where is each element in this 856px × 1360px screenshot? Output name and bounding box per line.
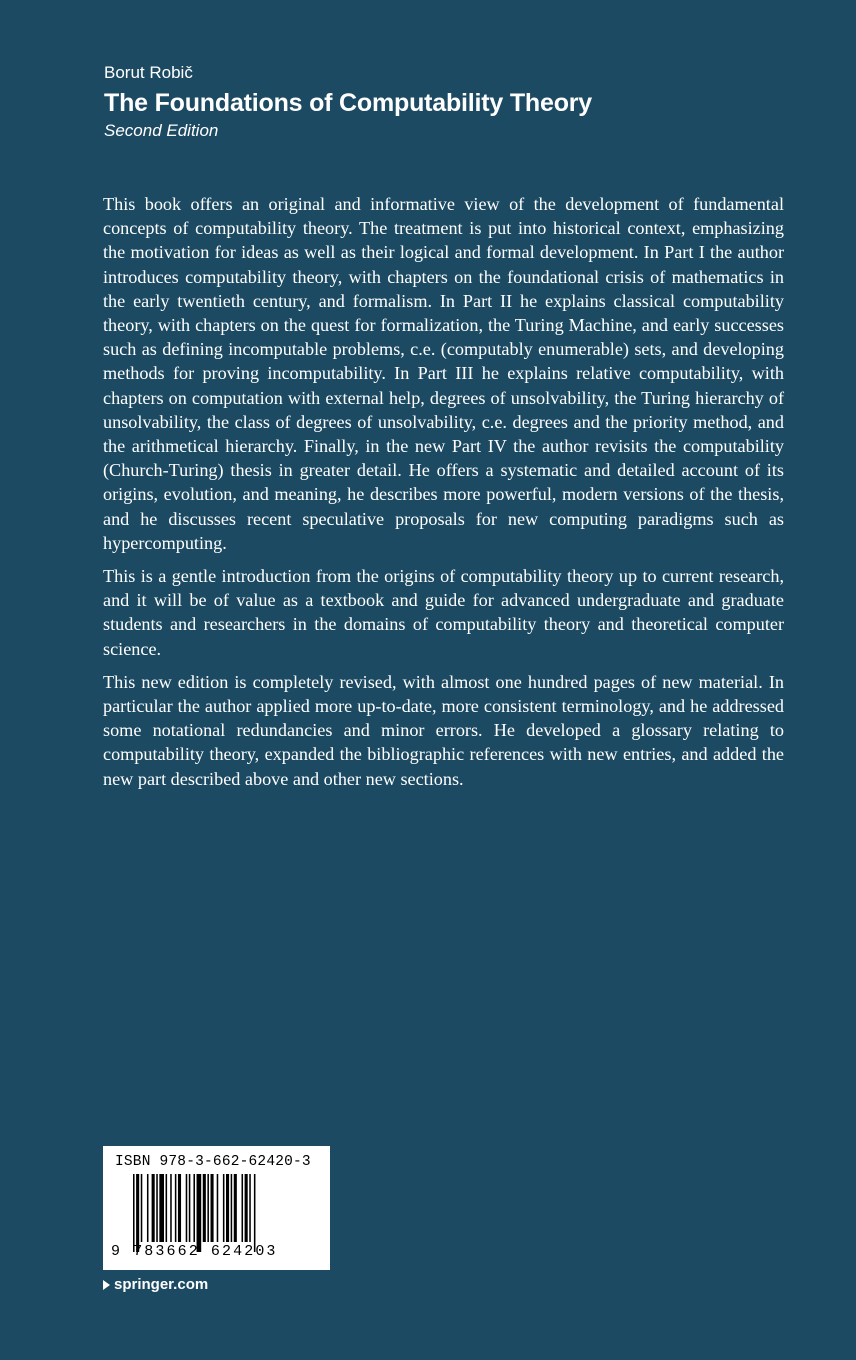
arrow-right-icon bbox=[103, 1280, 110, 1290]
description-paragraph-2: This is a gentle introduction from the origins of computability theory up to current research, and it will be of value as a textbook and guide for advanced undergraduate and graduate students and researchers in the domains of computability theory and theoretical computer science. bbox=[103, 566, 784, 659]
isbn-barcode bbox=[103, 1146, 330, 1270]
barcode-bars bbox=[133, 1174, 319, 1252]
publisher-link[interactable] bbox=[103, 1276, 208, 1293]
description-paragraph-3: This new edition is completely revised, with almost one hundred pages of new material. In particular the author applied more up-to-date, more consistent terminology, and he addressed some notational redundancies and minor errors. He developed a glossary relating to computability theory, expanded the bibliographic references with new entries, and added the new part described above and other new sections. bbox=[103, 671, 784, 789]
barcode-digits: 9 783662 624203 bbox=[111, 1243, 278, 1260]
isbn-label: ISBN 978-3-662-62420-3 bbox=[115, 1154, 311, 1170]
book-description bbox=[103, 192, 784, 800]
description-paragraph-1: This book offers an original and informative view of the development of fundamental concepts of computability theory. The treatment is put into historical context, emphasizing the motivation for ideas as well as their logical and formal development. In Part I the author introduces computability theory, with chapters on the foundational crisis of mathematics in the early twentieth century, and formalism. In Part II he explains classical computability theory, with chapters on the quest for formalization, the Turing Machine, and early successes such as defining incomputable problems, c.e. (computably enumerable) sets, and developing methods for proving incomputability. In Part III he explains relative computability, with chapters on computation with external help, degrees of unsolvability, the Turing hierarchy of unsolvability, the class of degrees of unsolvability, c.e. degrees and the priority method, and the arithmetical hierarchy. Finally, in the new Part IV the author revisits the computability (Church-Turing) thesis in greater detail. He offers a systematic and detailed account of its origins, evolution, and meaning, he describes more powerful, modern versions of the thesis, and he discusses recent speculative proposals for new computing paradigms such as hypercomputing. bbox=[103, 194, 784, 553]
edition-label: Second Edition bbox=[104, 121, 219, 140]
author-name: Borut Robič bbox=[104, 63, 193, 82]
book-title: The Foundations of Computability Theory bbox=[104, 89, 593, 117]
cover-header bbox=[104, 62, 592, 142]
publisher-link-text: springer.com bbox=[114, 1276, 209, 1293]
